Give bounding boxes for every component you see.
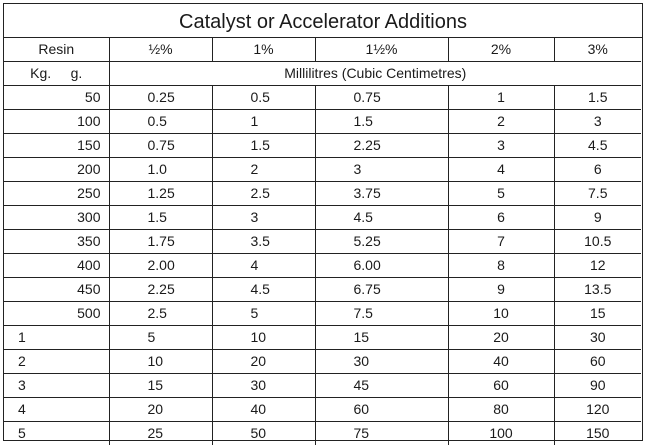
header-units: Millilitres (Cubic Centimetres) xyxy=(109,62,641,86)
header-percent-half: ½% xyxy=(109,38,212,62)
value-cell: 5 xyxy=(212,302,315,326)
resin-cell: 400 xyxy=(4,254,109,278)
header-row-percent xyxy=(4,38,641,62)
table-row xyxy=(4,254,641,278)
header-resin: Resin xyxy=(4,38,109,62)
value-cell: 6 xyxy=(554,158,641,182)
value-cell: 30 xyxy=(554,326,641,350)
header-g: g. xyxy=(70,65,83,81)
value-cell: 20 xyxy=(448,326,554,350)
value-cell: 15 xyxy=(315,326,448,350)
header-row-units xyxy=(4,62,641,86)
resin-cell: 4 xyxy=(4,398,109,422)
table-row xyxy=(4,158,641,182)
value-cell: 5 xyxy=(448,182,554,206)
resin-cell: 150 xyxy=(4,134,109,158)
table-row xyxy=(4,86,641,110)
catalyst-table xyxy=(4,38,641,445)
value-cell: 2 xyxy=(448,110,554,134)
value-cell: 6 xyxy=(448,206,554,230)
resin-cell: 450 xyxy=(4,278,109,302)
table-row xyxy=(4,134,641,158)
value-cell: 12 xyxy=(554,254,641,278)
value-cell: 40 xyxy=(448,350,554,374)
resin-cell: 500 xyxy=(4,302,109,326)
value-cell: 40 xyxy=(212,398,315,422)
value-cell: 2.25 xyxy=(109,278,212,302)
value-cell: 6.00 xyxy=(315,254,448,278)
value-cell: 15 xyxy=(554,302,641,326)
value-cell: 10 xyxy=(212,326,315,350)
value-cell: 120 xyxy=(554,398,641,422)
value-cell: 150 xyxy=(554,422,641,446)
value-cell: 3.75 xyxy=(315,182,448,206)
value-cell: 10 xyxy=(448,302,554,326)
table-row xyxy=(4,350,641,374)
catalyst-table-sheet xyxy=(3,3,643,441)
value-cell: 7 xyxy=(448,230,554,254)
value-cell: 2.5 xyxy=(212,182,315,206)
header-kg: Kg. xyxy=(30,65,52,81)
value-cell: 50 xyxy=(212,422,315,446)
value-cell: 2.5 xyxy=(109,302,212,326)
value-cell: 5.25 xyxy=(315,230,448,254)
value-cell: 100 xyxy=(448,422,554,446)
resin-cell: 2 xyxy=(4,350,109,374)
value-cell: 3 xyxy=(554,110,641,134)
value-cell: 4.5 xyxy=(315,206,448,230)
header-percent-2: 2% xyxy=(448,38,554,62)
table-row xyxy=(4,302,641,326)
resin-cell: 200 xyxy=(4,158,109,182)
value-cell: 45 xyxy=(315,374,448,398)
value-cell: 20 xyxy=(212,350,315,374)
value-cell: 10 xyxy=(109,350,212,374)
value-cell: 1.0 xyxy=(109,158,212,182)
table-row xyxy=(4,374,641,398)
resin-cell: 350 xyxy=(4,230,109,254)
value-cell: 5 xyxy=(109,326,212,350)
header-percent-1-half: 1½% xyxy=(315,38,448,62)
table-row xyxy=(4,182,641,206)
value-cell: 60 xyxy=(315,398,448,422)
value-cell: 1 xyxy=(212,110,315,134)
value-cell: 2.00 xyxy=(109,254,212,278)
value-cell: 1.5 xyxy=(109,206,212,230)
value-cell: 8 xyxy=(448,254,554,278)
value-cell: 4.5 xyxy=(212,278,315,302)
value-cell: 2 xyxy=(212,158,315,182)
value-cell: 3.5 xyxy=(212,230,315,254)
table-row xyxy=(4,230,641,254)
value-cell: 1.5 xyxy=(554,86,641,110)
value-cell: 80 xyxy=(448,398,554,422)
value-cell: 20 xyxy=(109,398,212,422)
value-cell: 0.25 xyxy=(109,86,212,110)
value-cell: 1.5 xyxy=(315,110,448,134)
value-cell: 3 xyxy=(448,134,554,158)
header-percent-3: 3% xyxy=(554,38,641,62)
value-cell: 6.75 xyxy=(315,278,448,302)
value-cell: 1.25 xyxy=(109,182,212,206)
resin-cell: 100 xyxy=(4,110,109,134)
value-cell: 3 xyxy=(315,158,448,182)
value-cell: 1.5 xyxy=(212,134,315,158)
resin-cell: 5 xyxy=(4,422,109,446)
value-cell: 9 xyxy=(554,206,641,230)
value-cell: 2.25 xyxy=(315,134,448,158)
table-row xyxy=(4,206,641,230)
value-cell: 90 xyxy=(554,374,641,398)
resin-cell: 50 xyxy=(4,86,109,110)
value-cell: 15 xyxy=(109,374,212,398)
table-title: Catalyst or Accelerator Additions xyxy=(4,4,642,38)
resin-cell: 250 xyxy=(4,182,109,206)
value-cell: 9 xyxy=(448,278,554,302)
table-row xyxy=(4,278,641,302)
value-cell: 30 xyxy=(315,350,448,374)
value-cell: 60 xyxy=(554,350,641,374)
resin-cell: 1 xyxy=(4,326,109,350)
value-cell: 13.5 xyxy=(554,278,641,302)
value-cell: 60 xyxy=(448,374,554,398)
value-cell: 0.5 xyxy=(212,86,315,110)
value-cell: 7.5 xyxy=(554,182,641,206)
table-row xyxy=(4,398,641,422)
table-row xyxy=(4,422,641,446)
value-cell: 30 xyxy=(212,374,315,398)
value-cell: 4 xyxy=(212,254,315,278)
value-cell: 3 xyxy=(212,206,315,230)
table-row xyxy=(4,326,641,350)
value-cell: 25 xyxy=(109,422,212,446)
value-cell: 4 xyxy=(448,158,554,182)
value-cell: 75 xyxy=(315,422,448,446)
resin-cell: 300 xyxy=(4,206,109,230)
value-cell: 0.75 xyxy=(315,86,448,110)
header-kg-g xyxy=(4,62,109,86)
value-cell: 0.5 xyxy=(109,110,212,134)
value-cell: 10.5 xyxy=(554,230,641,254)
value-cell: 4.5 xyxy=(554,134,641,158)
value-cell: 7.5 xyxy=(315,302,448,326)
header-percent-1: 1% xyxy=(212,38,315,62)
value-cell: 1 xyxy=(448,86,554,110)
table-row xyxy=(4,110,641,134)
value-cell: 0.75 xyxy=(109,134,212,158)
resin-cell: 3 xyxy=(4,374,109,398)
value-cell: 1.75 xyxy=(109,230,212,254)
